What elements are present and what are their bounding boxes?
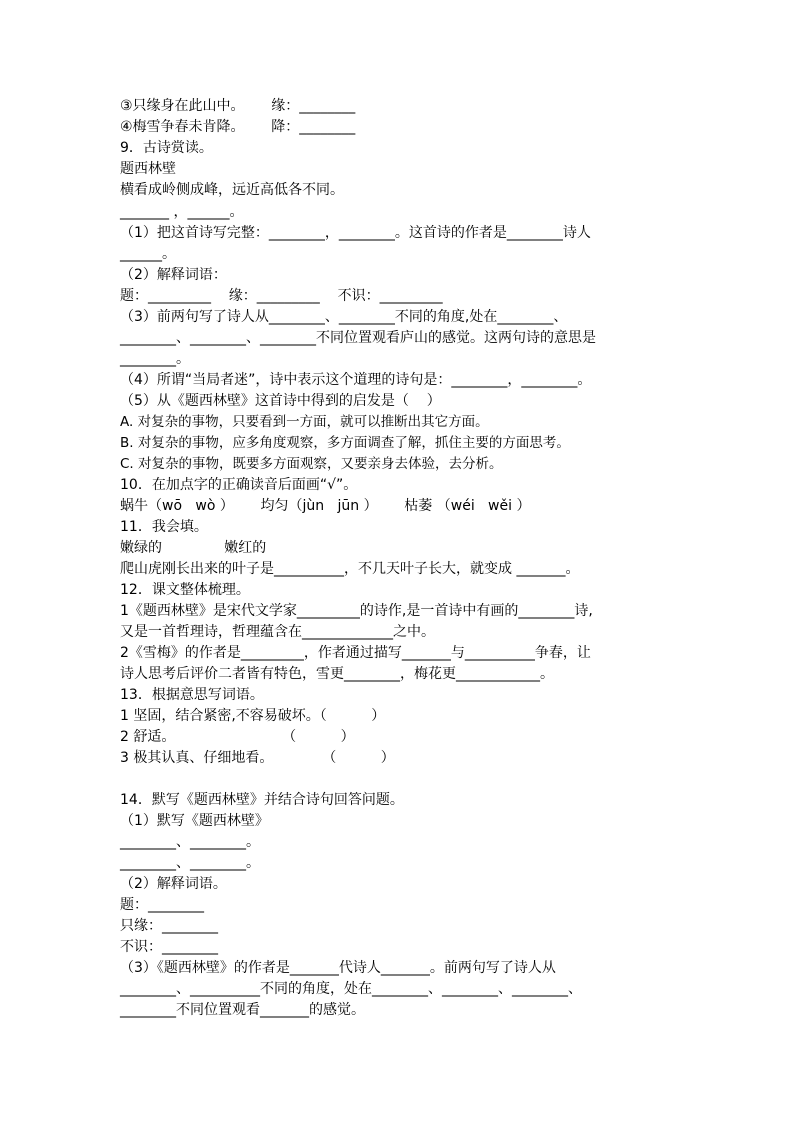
q12-1-cont: 又是一首哲理诗，哲理蕴含在_____________之中。 xyxy=(120,624,435,640)
q13-1: 1 坚固，结合紧密,不容易破坏。（ ） xyxy=(120,708,386,724)
q9-3: （3）前两句写了诗人从________、________不同的角度,处在________、 xyxy=(120,309,568,325)
option-b: B. 对复杂的事物，应多角度观察，多方面调查了解，抓住主要的方面思考。 xyxy=(120,435,570,451)
q9-3-cont: ________、________、________不同位置观看庐山的感觉。这两句诗的意思是 xyxy=(120,330,596,346)
q12-1: 1《题西林壁》是宋代文学家_________的诗作,是一首诗中有画的________诗, xyxy=(120,603,593,619)
q9-1: （1）把这首诗写完整：________，________。这首诗的作者是________诗人 xyxy=(120,225,591,241)
poem-title: 题西林壁 xyxy=(120,161,176,177)
q9-5: （5）从《题西林壁》这首诗中得到的启发是（ ） xyxy=(120,393,441,409)
q14-2-zhiyuan: 只缘：________ xyxy=(120,918,218,934)
q10-heading: 10．在加点字的正确读音后面画“√”。 xyxy=(120,477,358,493)
q13-heading: 13．根据意思写词语。 xyxy=(120,687,264,703)
q9-2: （2）解释词语： xyxy=(120,267,227,283)
q11-words: 嫩绿的 嫩红的 xyxy=(120,540,267,556)
q9-heading: 9．古诗赏读。 xyxy=(120,140,213,156)
q14-2: （2）解释词语。 xyxy=(120,876,227,892)
q14-1-blank-1: ________、________。 xyxy=(120,834,260,850)
q13-3: 3 极其认真、仔细地看。 （ ） xyxy=(120,750,395,766)
q14-3-cont: ________、__________不同的角度，处在________、________、________、 xyxy=(120,981,582,997)
poem-line-1: 横看成岭侧成峰，远近高低各不同。 xyxy=(120,182,344,198)
q11-sentence: 爬山虎刚长出来的叶子是__________，不几天叶子长大，就变成 _______。 xyxy=(120,561,580,577)
q10-items: 蜗牛（wō wò ） 均匀（jùn jūn ） 枯萎 （wéi wěi ） xyxy=(120,498,531,514)
option-a: A. 对复杂的事物，只要看到一方面，就可以推断出其它方面。 xyxy=(120,414,489,430)
q14-1: （1）默写《题西林壁》 xyxy=(120,813,269,829)
line-q8-4: ④梅雪争春未肯降。 降：________ xyxy=(120,119,356,135)
q9-1-cont: ______。 xyxy=(120,246,176,262)
q14-2-bushi: 不识：________ xyxy=(120,939,218,955)
q9-2-blanks: 题：_________ 缘：_________ 不识：_________ xyxy=(120,288,443,304)
q9-3-end: ________。 xyxy=(120,351,190,367)
q9-4: （4）所谓“当局者迷”，诗中表示这个道理的诗句是：________，________。 xyxy=(120,372,592,388)
q14-2-ti: 题：________ xyxy=(120,897,204,913)
q11-heading: 11．我会填。 xyxy=(120,519,208,535)
q14-heading: 14．默写《题西林壁》并结合诗句回答问题。 xyxy=(120,792,404,808)
q13-2: 2 舒适。 （ ） xyxy=(120,729,355,745)
line-q8-3: ③只缘身在此山中。 缘：________ xyxy=(120,98,356,114)
q12-2-cont: 诗人思考后评价二者皆有特色，雪更________，梅花更____________。 xyxy=(120,666,554,682)
option-c: C. 对复杂的事物，既要多方面观察，又要亲身去体验，去分析。 xyxy=(120,456,503,472)
q14-1-blank-2: ________、________。 xyxy=(120,855,260,871)
poem-blank-line: _______ ，______。 xyxy=(120,204,244,220)
q14-3: （3）《题西林壁》的作者是_______代诗人_______。前两句写了诗人从 xyxy=(120,960,556,976)
q12-2: 2《雪梅》的作者是_________，作者通过描写_______与__________争春，让 xyxy=(120,645,591,661)
q12-heading: 12．课文整体梳理。 xyxy=(120,582,250,598)
q14-3-end: ________不同位置观看_______的感觉。 xyxy=(120,1002,365,1018)
